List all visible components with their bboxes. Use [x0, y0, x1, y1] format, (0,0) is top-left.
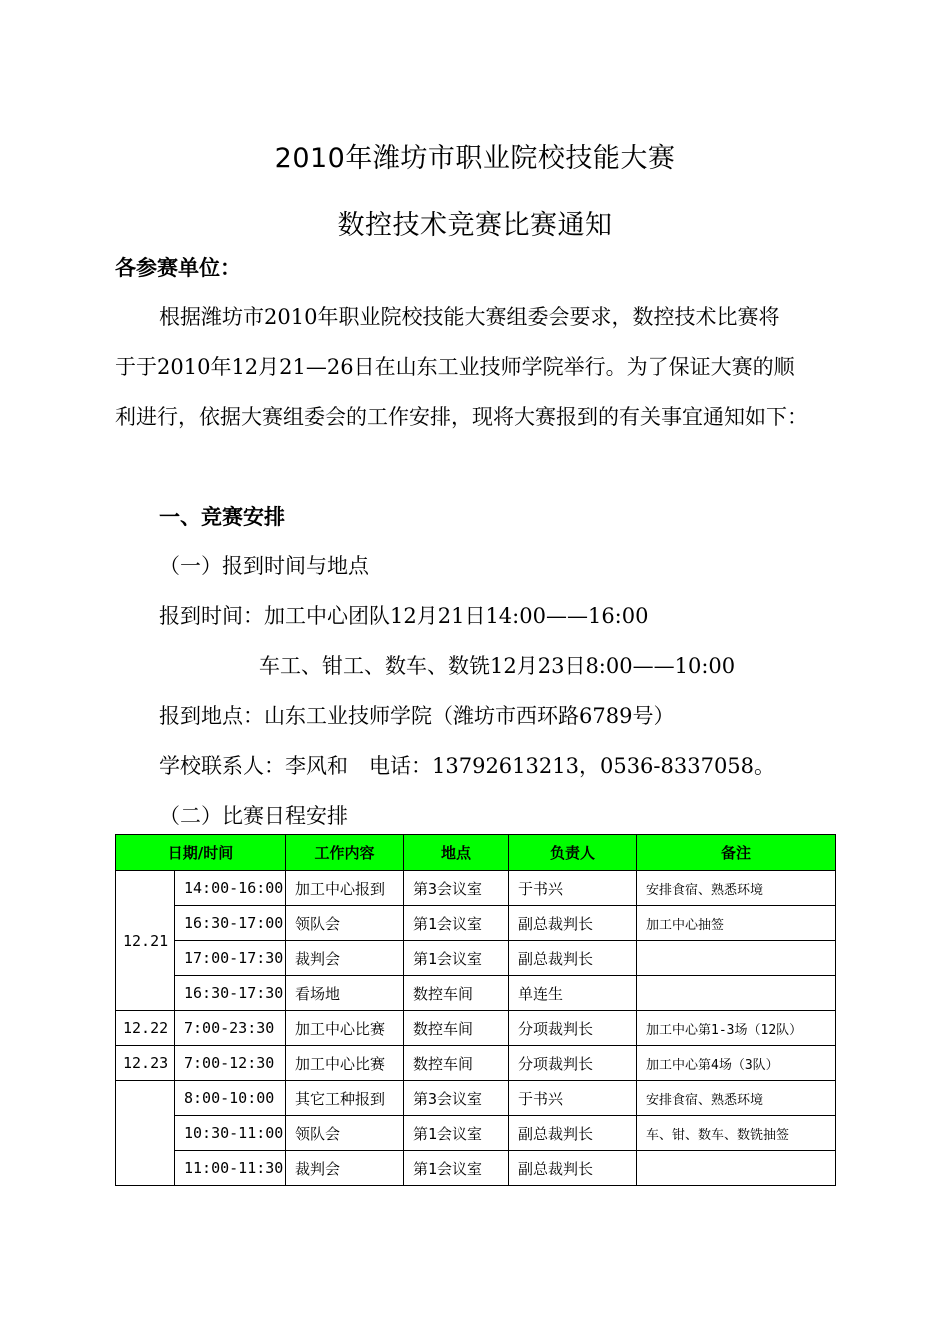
place-cell: 第3会议室	[404, 871, 509, 906]
report-time-line: 报到时间：加工中心团队12月21日14:00——16:00	[159, 604, 649, 628]
place-cell: 第1会议室	[404, 941, 509, 976]
date-cell: 12.22	[116, 1011, 175, 1046]
date-cell-empty	[116, 1081, 175, 1186]
person-cell: 于书兴	[509, 1081, 637, 1116]
person-cell: 于书兴	[509, 871, 637, 906]
note-cell: 加工中心第1-3场（12队）	[637, 1011, 836, 1046]
place-cell: 数控车间	[404, 1011, 509, 1046]
date-cell: 12.23	[116, 1046, 175, 1081]
content-cell: 加工中心比赛	[286, 1011, 404, 1046]
note-cell	[637, 941, 836, 976]
table-row	[116, 871, 836, 906]
time-cell: 16:30-17:00	[175, 906, 286, 941]
date-cell: 12.21	[116, 871, 175, 1011]
content-cell: 加工中心报到	[286, 871, 404, 906]
time-cell: 16:30-17:30	[175, 976, 286, 1011]
table-row	[116, 976, 836, 1011]
place-cell: 第1会议室	[404, 1151, 509, 1186]
report-time-line: 车工、钳工、数车、数铣12月23日8:00——10:00	[259, 654, 736, 678]
content-cell: 裁判会	[286, 1151, 404, 1186]
table-row	[116, 906, 836, 941]
person-cell: 副总裁判长	[509, 906, 637, 941]
place-cell: 数控车间	[404, 976, 509, 1011]
place-cell: 第1会议室	[404, 906, 509, 941]
place-cell: 第1会议室	[404, 1116, 509, 1151]
person-cell: 副总裁判长	[509, 941, 637, 976]
time-cell: 17:00-17:30	[175, 941, 286, 976]
time-cell: 10:30-11:00	[175, 1116, 286, 1151]
content-cell: 领队会	[286, 906, 404, 941]
column-header: 日期/时间	[116, 835, 286, 871]
content-cell: 裁判会	[286, 941, 404, 976]
person-cell: 副总裁判长	[509, 1151, 637, 1186]
time-cell: 7:00-23:30	[175, 1011, 286, 1046]
paragraph-line: 于于2010年12月21—26日在山东工业技师学院举行。为了保证大赛的顺	[115, 355, 795, 379]
content-cell: 加工中心比赛	[286, 1046, 404, 1081]
place-cell: 数控车间	[404, 1046, 509, 1081]
note-cell: 安排食宿、熟悉环境	[637, 1081, 836, 1116]
note-cell	[637, 1151, 836, 1186]
content-cell: 领队会	[286, 1116, 404, 1151]
document-subtitle: 数控技术竞赛比赛通知	[337, 210, 613, 241]
table-row	[116, 1046, 836, 1081]
table-header-row	[116, 835, 836, 871]
person-cell: 单连生	[509, 976, 637, 1011]
note-cell	[637, 976, 836, 1011]
salutation: 各参赛单位：	[115, 256, 241, 280]
place-cell: 第3会议室	[404, 1081, 509, 1116]
person-cell: 副总裁判长	[509, 1116, 637, 1151]
time-cell: 11:00-11:30	[175, 1151, 286, 1186]
table-row	[116, 1081, 836, 1116]
subsection-heading: （一）报到时间与地点	[159, 554, 369, 578]
content-cell: 其它工种报到	[286, 1081, 404, 1116]
paragraph-line: 根据潍坊市2010年职业院校技能大赛组委会要求，数控技术比赛将	[159, 305, 780, 329]
content-cell: 看场地	[286, 976, 404, 1011]
note-cell: 安排食宿、熟悉环境	[637, 871, 836, 906]
note-cell: 车、钳、数车、数铣抽签	[637, 1116, 836, 1151]
note-cell: 加工中心第4场（3队）	[637, 1046, 836, 1081]
schedule-table	[115, 834, 836, 1186]
column-header: 备注	[637, 835, 836, 871]
paragraph-line: 利进行，依据大赛组委会的工作安排，现将大赛报到的有关事宜通知如下：	[115, 405, 808, 429]
table-row	[116, 1116, 836, 1151]
time-cell: 14:00-16:00	[175, 871, 286, 906]
column-header: 工作内容	[286, 835, 404, 871]
document-title: 2010年潍坊市职业院校技能大赛	[274, 143, 676, 174]
time-cell: 8:00-10:00	[175, 1081, 286, 1116]
section-heading: 一、竞赛安排	[159, 505, 285, 529]
person-cell: 分项裁判长	[509, 1011, 637, 1046]
column-header: 地点	[404, 835, 509, 871]
person-cell: 分项裁判长	[509, 1046, 637, 1081]
column-header: 负责人	[509, 835, 637, 871]
subsection-heading: （二）比赛日程安排	[159, 804, 348, 828]
note-cell: 加工中心抽签	[637, 906, 836, 941]
table-row	[116, 1011, 836, 1046]
table-row	[116, 1151, 836, 1186]
contact-line: 学校联系人：李风和 电话：13792613213，0536-8337058。	[159, 754, 776, 778]
time-cell: 7:00-12:30	[175, 1046, 286, 1081]
report-place-line: 报到地点：山东工业技师学院（潍坊市西环路6789号）	[159, 704, 675, 728]
table-row	[116, 941, 836, 976]
